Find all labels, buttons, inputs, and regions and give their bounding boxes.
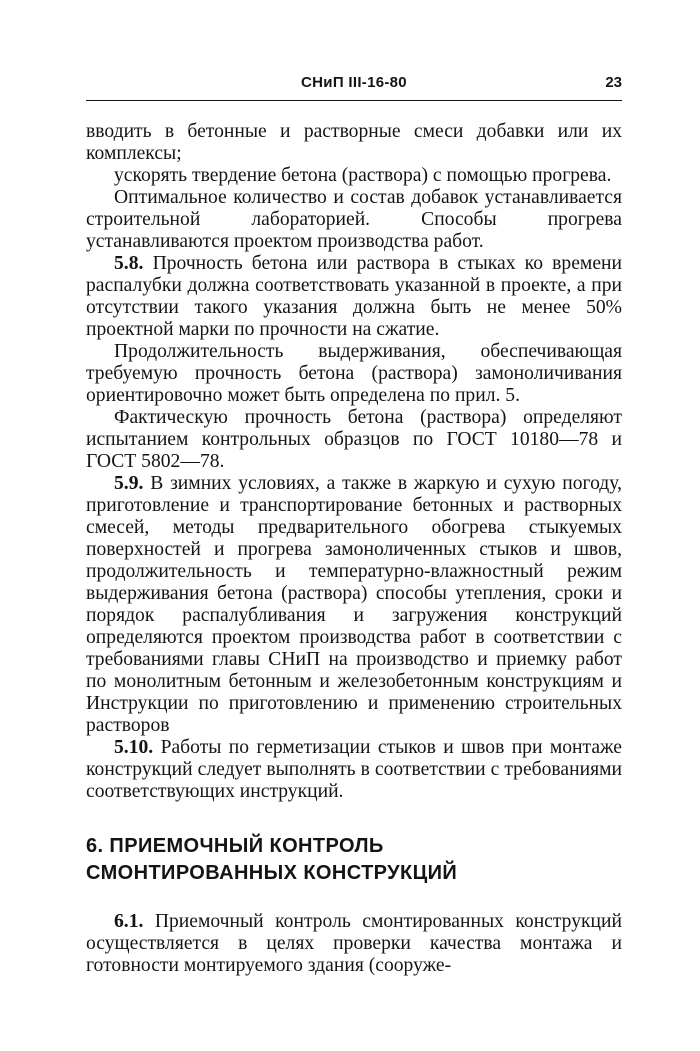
section-heading xyxy=(86,833,622,887)
clause-number: 5.8. xyxy=(114,253,144,274)
paragraph-text: Фактическую прочность бетона (раствора) определяют испытанием контрольных образцов по ГОСТ 10180—78 и ГОСТ 5802—78. xyxy=(86,407,622,472)
clause-number: 5.9. xyxy=(114,473,144,494)
paragraph-text: Оптимальное количество и состав добавок устанавливается строительной лабораторией. Способы прогрева устанавливаются проектом производства работ. xyxy=(86,187,622,252)
paragraph-text: Продолжительность выдерживания, обеспечивающая требуемую прочность бетона (раствора) замоноличивания ориентировочно может быть определена по прил. 5. xyxy=(86,341,622,406)
section-body xyxy=(86,911,622,977)
paragraph xyxy=(86,121,622,165)
clause-5-8 xyxy=(86,253,622,341)
clause-5-10 xyxy=(86,737,622,803)
paragraph-text: ускорять твердение бетона (раствора) с помощью прогрева. xyxy=(114,165,612,186)
clause-number: 6.1. xyxy=(114,911,144,932)
page-header xyxy=(86,70,622,101)
paragraph xyxy=(86,341,622,407)
page-number: 23 xyxy=(605,74,622,91)
clause-number: 5.10. xyxy=(114,737,154,758)
body-text xyxy=(86,121,622,803)
section-title-line: 6. ПРИЕМОЧНЫЙ КОНТРОЛЬ xyxy=(86,835,384,857)
document-page xyxy=(86,70,622,977)
paragraph-text: Прочность бетона или раствора в стыках ко времени распалубки должна соответствовать указанной в проекте, а при отсутствии такого указания должна быть не менее 50% проектной марки по прочности на сжатие. xyxy=(86,253,622,340)
section-title-line: СМОНТИРОВАННЫХ КОНСТРУКЦИЙ xyxy=(86,862,458,884)
clause-6-1 xyxy=(86,911,622,977)
paragraph xyxy=(86,407,622,473)
paragraph-text: Приемочный контроль смонтированных конструкций осуществляется в целях проверки качества монтажа и готовности монтируемого здания (сооруже- xyxy=(86,911,622,976)
paragraph-text: В зимних условиях, а также в жаркую и сухую погоду, приготовление и транспортирование бетонных и растворных смесей, методы предварительного обогрева стыкуемых поверхностей и прогрева замоноличенных стыков и швов, продолжительность и температурно-влажностный режим выдерживания бетона (раствора) способы утепления, сроки и порядок распалубливания и загружения конструкций определяются проектом производства работ в соответствии с требованиями главы СНиП на производство и приемку работ по монолитным бетонным и железобетонным конструкциям и Инструкции по приготовлению и применению строительных растворов xyxy=(86,473,622,736)
paragraph xyxy=(86,187,622,253)
paragraph-text: Работы по герметизации стыков и швов при монтаже конструкций следует выполнять в соответствии с требованиями соответствующих инструкций. xyxy=(86,737,623,802)
paragraph-text: вводить в бетонные и растворные смеси добавки или их комплексы; xyxy=(86,121,622,164)
running-head: СНиП III-16-80 xyxy=(301,74,407,91)
clause-5-9 xyxy=(86,473,622,737)
paragraph xyxy=(86,165,622,187)
